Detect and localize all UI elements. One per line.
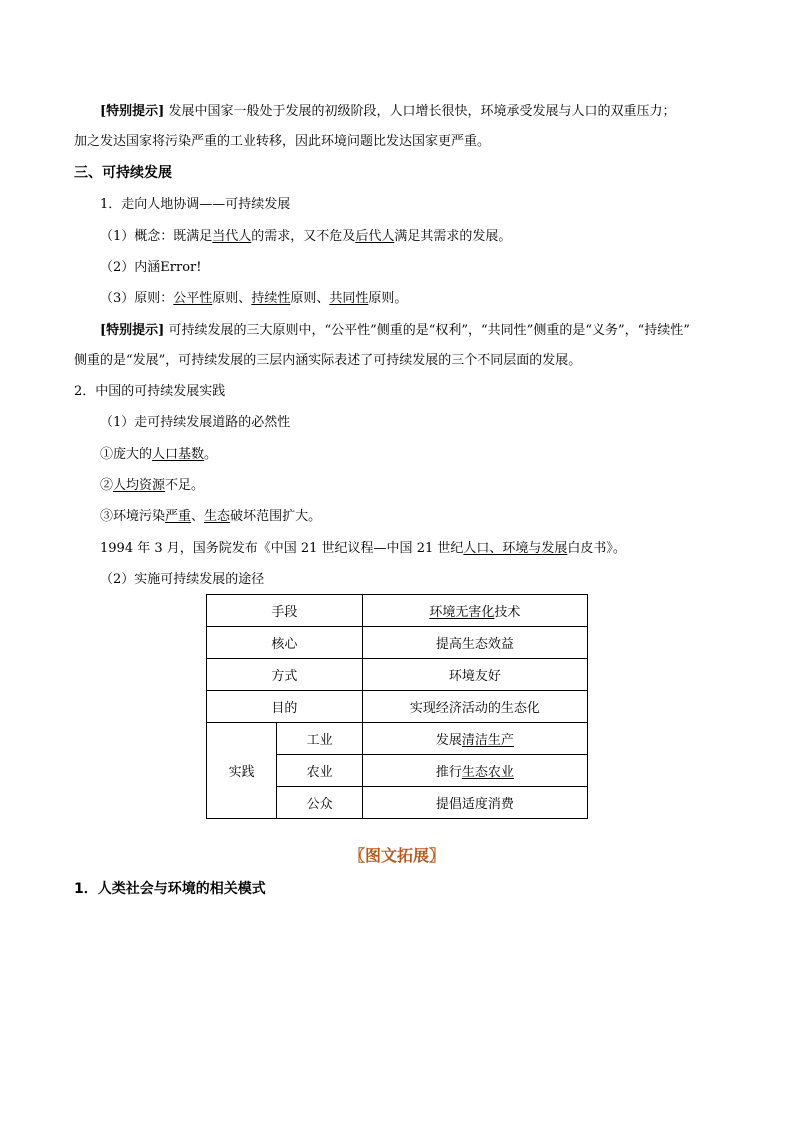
key-term: 严重 [165, 509, 192, 524]
key-term: 公平性 [173, 291, 213, 306]
year-line: 1994 年 3 月，国务院发布《中国 21 世纪议程—中国 21 世纪人口、环境与发展白皮书》。 [100, 541, 626, 556]
subsection-title: 2．中国的可持续发展实践 [74, 384, 226, 399]
table-cell: 工业 [277, 723, 362, 755]
table-row [207, 595, 588, 627]
table-cell: 环境无害化技术 [362, 595, 587, 627]
tip-text: 可持续发展的三大原则中，“公平性”侧重的是“权利”，“共同性”侧重的是“义务”，“持续性” [164, 323, 690, 338]
table-cell: 实践 [207, 723, 277, 819]
subsection-title: 1．走向人地协调——可持续发展 [100, 197, 291, 212]
key-term: 人口基数 [152, 447, 205, 462]
table-cell: 手段 [207, 595, 363, 627]
list-item: ③环境污染严重、生态破坏范围扩大。 [100, 509, 322, 524]
tip-label: [特别提示] [100, 104, 165, 119]
table-cell: 环境友好 [362, 659, 587, 691]
key-term: 后代人 [355, 229, 395, 244]
table-cell: 核心 [207, 627, 363, 659]
approach-table [206, 594, 588, 819]
tip-label: [特别提示] [100, 323, 165, 338]
table-cell: 发展清洁生产 [362, 723, 587, 755]
table-cell: 实现经济活动的生态化 [362, 691, 587, 723]
tip-paragraph-1-cont: 加之发达国家将污染严重的工业转移，因此环境问题比发达国家更严重。 [74, 134, 491, 149]
table-row [207, 691, 588, 723]
table-cell: 目的 [207, 691, 363, 723]
table-cell: 提倡适度消费 [362, 787, 587, 819]
table-cell: 农业 [277, 755, 362, 787]
key-term: 生态 [204, 509, 231, 524]
principle-line: （3）原则：公平性原则、持续性原则、共同性原则。 [100, 291, 408, 306]
extension-heading: 〖图文拓展〗 [348, 846, 445, 865]
sub-point: （1）走可持续发展道路的必然性 [100, 415, 291, 430]
key-term: 人均资源 [113, 478, 166, 493]
key-term: 当代人 [212, 229, 252, 244]
table-row [207, 723, 588, 755]
table-cell: 推行生态农业 [362, 755, 587, 787]
list-item: ②人均资源不足。 [100, 478, 205, 493]
key-term: 共同性 [329, 291, 369, 306]
tip-paragraph-2 [100, 322, 690, 340]
connotation-line: （2）内涵Error! [100, 260, 202, 275]
table-row [207, 659, 588, 691]
extension-item-title: 1．人类社会与环境的相关模式 [74, 881, 266, 897]
tip-paragraph-2-cont: 侧重的是“发展”，可持续发展的三层内涵实际表述了可持续发展的三个不同层面的发展。 [74, 353, 582, 368]
list-item: ①庞大的人口基数。 [100, 447, 218, 462]
table-cell: 提高生态效益 [362, 627, 587, 659]
tip-text: 发展中国家一般处于发展的初级阶段，人口增长很快，环境承受发展与人口的双重压力； [164, 104, 676, 119]
sub-point: （2）实施可持续发展的途径 [100, 572, 265, 587]
table-row [207, 627, 588, 659]
table-cell: 方式 [207, 659, 363, 691]
section-heading: 三、可持续发展 [74, 165, 172, 181]
concept-line: （1）概念：既满足当代人的需求，又不危及后代人满足其需求的发展。 [100, 229, 512, 244]
key-term: 人口、环境与发展 [463, 541, 568, 556]
tip-paragraph-1 [100, 103, 675, 121]
key-term: 持续性 [251, 291, 291, 306]
table-cell: 公众 [277, 787, 362, 819]
